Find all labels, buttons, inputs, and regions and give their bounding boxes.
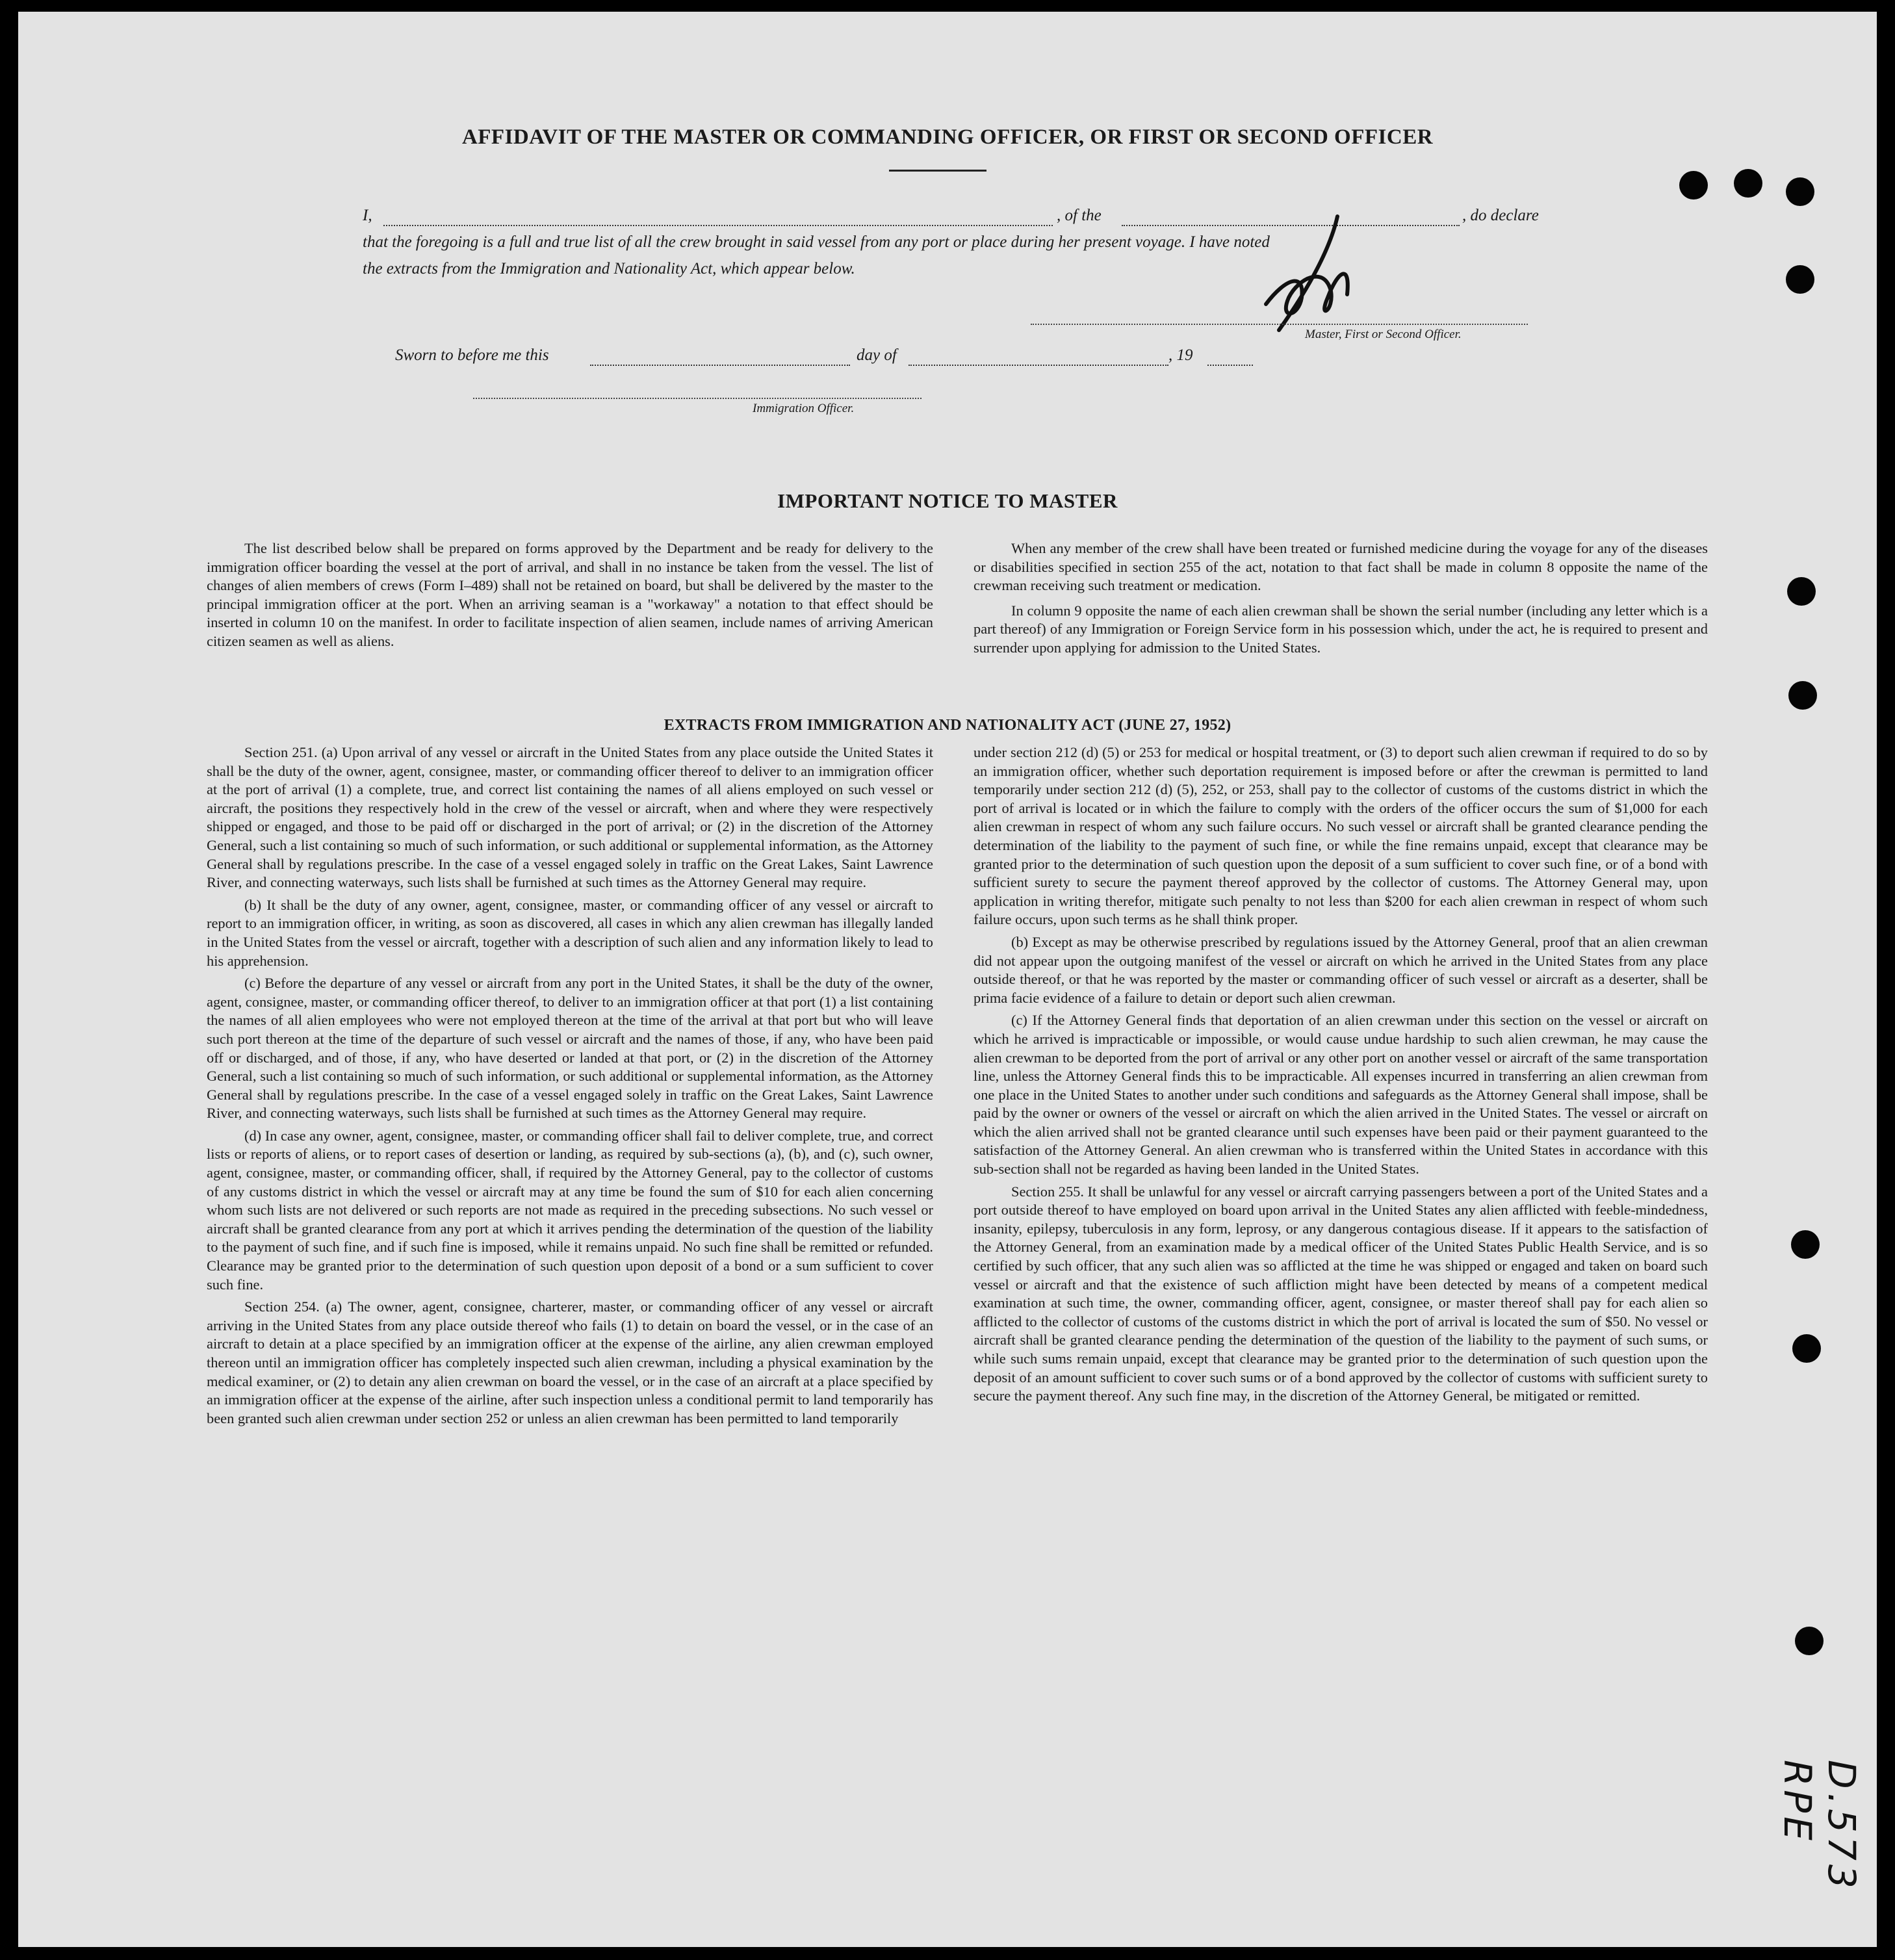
notice-left-column (207, 539, 933, 651)
notice-right-column (973, 539, 1708, 658)
handwritten-note: D.573 RPE (1775, 1760, 1864, 1892)
extract-paragraph: (c) If the Attorney General finds that deportation of an alien crewman under this section on the vessel or aircraft on which he arrived is impracticable or impossible, or would cause undue hardship to such alien crewman, he may cause the alien crewman to be deported from the port of arrival or any other port on another vessel or aircraft of the same transportation line, unless the Attorney General finds this to be impracticable. All expenses incurred in transferring an alien crewman from one place in the United States to another under such conditions and safeguards as the Attorney General shall impose, shall be paid by the owner or owners of the vessel or aircraft on which the alien arrived in the United States. The vessel or aircraft on which the alien arrived shall not be granted clearance until such expenses have been paid or their payment guaranteed to the satisfaction of the Attorney General. An alien crewman who is transferred within the United States in accordance with this sub-section shall not be regarded as having been landed in the United States. (973, 1012, 1708, 1178)
declaration-of-the: , of the (1057, 207, 1102, 224)
notice-title: IMPORTANT NOTICE TO MASTER (777, 489, 1118, 512)
extract-paragraph: (c) Before the departure of any vessel or aircraft from any port in the United States, it shall be the duty of the owner, agent, consignee, master, or commanding officer thereof, to deliver to an immigration officer at that port (1) a list containing the names of all alien employees who were not employed thereon at the time of the arrival at that port but who will leave such port thereon at the time of the departure of such vessel or aircraft and the names of those, if any, who have been paid off or discharged, and of those, if any, who have deserted or landed at that port, or (2) in the discretion of the Attorney General, such a list containing so much of such information, or such additional or supplemental information, as the Attorney General shall by regulations prescribe. In the case of a vessel engaged solely in traffic on the Great Lakes, Saint Lawrence River, and connecting waterways, such lists shall be furnished at such times as the Attorney General may require. (207, 975, 933, 1122)
sworn-line (395, 346, 1305, 368)
extract-paragraph: Section 254. (a) The owner, agent, consignee, charterer, master, or commanding officer of any vessel or aircraft arriving in the United States from any place outside thereof who fails (1) to detain on board the vessel, or in the case of an aircraft to detain at a place specified by an immigration officer at the expense of the airline, any alien crewman employed thereon until an immigration officer has completely inspected such alien crewman, including a physical examination by the medical examiner, or (2) to detain any alien crewman on board the vessel, or in the case of an aircraft at a place specified by an immigration officer at the expense of the airline, after such inspection unless a conditional permit to land temporarily has been granted such alien crewman under section 252 or unless an alien crewman has been permitted to land temporarily (207, 1298, 933, 1426)
master-signature-line (1031, 324, 1528, 325)
punch-hole (1788, 681, 1817, 710)
declaration-line-3: the extracts from the Immigration and Nationality Act, which appear below. (363, 260, 855, 277)
sworn-prefix: Sworn to before me this (395, 346, 549, 364)
punch-hole (1786, 177, 1814, 206)
extract-paragraph: under section 212 (d) (5) or 253 for medical or hospital treatment, or (3) to deport such alien crewman if required to do so by an immigration officer, whether such deportation requirement is imposed before or after the crewman is permitted to land temporarily under section 212 (d) (5), 252, or 253, shall pay to the collector of customs of the customs district in which the port of arrival is located or in which the failure to comply with the orders of the officer occurs the sum of $1,000 for each alien crewman in respect of whom any such failure occurs. No such vessel or aircraft shall be granted clearance pending the determination of the liability to the payment of such fine, or while the fine remains unpaid, except that clearance may be granted prior to the determination of such question upon the deposit of a sum sufficient to cover such fine, or of a bond with sufficient surety to secure the payment thereof approved by the collector of customs. The Attorney General may, upon application in writing therefor, mitigate such penalty to not less than $200 for each alien crewman in respect of whom such failure occurs, upon such terms as he shall think proper. (973, 744, 1708, 928)
punch-hole (1679, 171, 1708, 200)
notice-left-paragraph: The list described below shall be prepared on forms approved by the Department and be ready for delivery to the immigration officer boarding the vessel at the port of arrival, and shall in no instance be taken from the vessel. The list of changes of alien members of crews (Form I–489) shall not be retained on board, but shall be delivered by the master to the principal immigration officer at the port. When an arriving seaman is a "workaway" a notation to that effect should be inserted in column 10 on the manifest. In order to facilitate inspection of alien seamen, include names of arriving American citizen seamen as well as aliens. (207, 540, 933, 649)
sworn-year-blank (1207, 365, 1253, 366)
extracts-right-column (973, 743, 1708, 1406)
extract-paragraph: Section 251. (a) Upon arrival of any vessel or aircraft in the United States from any place outside the United States it shall be the duty of the owner, agent, consignee, master, or commanding officer thereof to deliver to an immigration officer at the port of arrival (1) a complete, true, and correct list containing the names of all aliens employed on such vessel or aircraft, the positions they respectively hold in the crew of the vessel or aircraft, when and where they were respectively shipped or engaged, and those to be paid off or discharged in the port of arrival; or (2) in the discretion of the Attorney General, such a list containing so much of such information, or such additional or supplemental information, as the Attorney General shall by regulations prescribe. In the case of a vessel engaged solely in traffic on the Great Lakes, Saint Lawrence River, and connecting waterways, such lists shall be furnished at such times as the Attorney General may require. (207, 744, 933, 891)
punch-hole (1787, 577, 1816, 606)
title-divider (889, 170, 986, 172)
notice-right-paragraph-2: In column 9 opposite the name of each alien crewman shall be shown the serial number (including any letter which is a part thereof) of any Immigration or Foreign Service form in his possession which, under the act, he is required to present and surrender upon applying for admission to the United States. (973, 602, 1708, 656)
declaration-do-declare: , do declare (1462, 207, 1539, 224)
punch-hole (1792, 1334, 1821, 1363)
extracts-title: EXTRACTS FROM IMMIGRATION AND NATIONALITY ACT (JUNE 27, 1952) (664, 717, 1231, 734)
sworn-day-of: day of (857, 346, 897, 364)
declaration-line-2: that the foregoing is a full and true list of all the crew brought in said vessel from any port or place during her present voyage. I have noted (363, 233, 1270, 251)
sworn-day-blank (590, 365, 850, 366)
declaration-i: I, (363, 207, 372, 224)
notice-right-paragraph-1: When any member of the crew shall have been treated or furnished medicine during the voyage for any of the diseases or disabilities specified in section 255 of the act, notation to that fact shall be made in column 8 opposite the name of the crewman receiving such treatment or medication. (973, 540, 1708, 594)
extracts-left-column (207, 743, 933, 1428)
extract-paragraph: Section 255. It shall be unlawful for any vessel or aircraft carrying passengers between a port of the United States and a port outside thereof to have employed on board upon arrival in the United States any alien afflicted with feeble-mindedness, insanity, epilepsy, tuberculosis in any form, leprosy, or any dangerous contagious disease. If it appears to the satisfaction of the Attorney General, from an examination made by a medical officer of the United States Public Health Service, and is so certified by such officer, that any such alien was so afflicted at the time he was shipped or engaged and taken on board such vessel or aircraft and that the existence of such affliction might have been detected by means of a competent medical examination at such time, the owner, commanding officer, agent, consignee, or master thereof shall pay for each alien so afflicted to the collector of customs of the customs district in which the port of arrival is located the sum of $50. No vessel or aircraft shall be granted clearance pending the determination of the question of the liability to the payment of such sums, or while such sums remain unpaid, except that clearance may be granted prior to the determination of such question upon the deposit of an amount sufficient to cover such sums or of a bond approved by the collector of customs with sufficient surety to secure the payment thereof. Any such fine may, in the discretion of the Attorney General, be mitigated or remitted. (973, 1183, 1708, 1404)
punch-hole (1734, 169, 1762, 198)
master-caption: Master, First or Second Officer. (1305, 328, 1462, 341)
extract-paragraph: (d) In case any owner, agent, consignee, master, or commanding officer shall fail to deliver complete, true, and correct lists or reports of aliens, or to report cases of desertion or landing, as required by sub-sections (a), (b), and (c), such owner, agent, consignee, master, or commanding officer, shall, if required by the Attorney General, pay to the collector of customs of any customs district in which the vessel or aircraft may at any time be found the sum of $10 for each alien concerning whom such lists are not delivered or such reports are not made as required in the preceding subsections. No such vessel or aircraft shall be granted clearance from any port at which it arrives pending the determination of the question of the liability to the payment of such fine, and if such fine is imposed, while it remains unpaid. No such fine shall be remitted or refunded. Clearance may be granted prior to the determination of such question upon deposit of a bond or a sum sufficient to cover such fine. (207, 1127, 933, 1293)
punch-hole (1791, 1230, 1820, 1259)
sworn-year: , 19 (1168, 346, 1193, 364)
extract-paragraph: (b) It shall be the duty of any owner, agent, consignee, master, or commanding officer of any vessel or aircraft to report to an immigration officer, in writing, as soon as discovered, all cases in which any alien crewman has illegally landed in the United States from the vessel or aircraft, together with a description of such alien and any information likely to lead to his apprehension. (207, 896, 933, 969)
punch-hole (1795, 1627, 1824, 1655)
sworn-month-blank (909, 365, 1168, 366)
immigration-officer-line (473, 398, 922, 399)
name-blank (383, 225, 1053, 226)
extract-paragraph: (b) Except as may be otherwise prescribed by regulations issued by the Attorney General, proof that an alien crewman did not appear upon the outgoing manifest of the vessel or aircraft on which he arrived in the United States from any place outside thereof, or that he was reported by the master or commanding officer of such vessel or aircraft as a deserter, shall be prima facie evidence of a failure to detain or deport such alien crewman. (973, 933, 1708, 1006)
punch-hole (1786, 265, 1814, 294)
immigration-caption: Immigration Officer. (753, 402, 855, 415)
affidavit-title: AFFIDAVIT OF THE MASTER OR COMMANDING OFFICER, OR FIRST OR SECOND OFFICER (461, 125, 1434, 149)
document-page (18, 12, 1877, 1947)
